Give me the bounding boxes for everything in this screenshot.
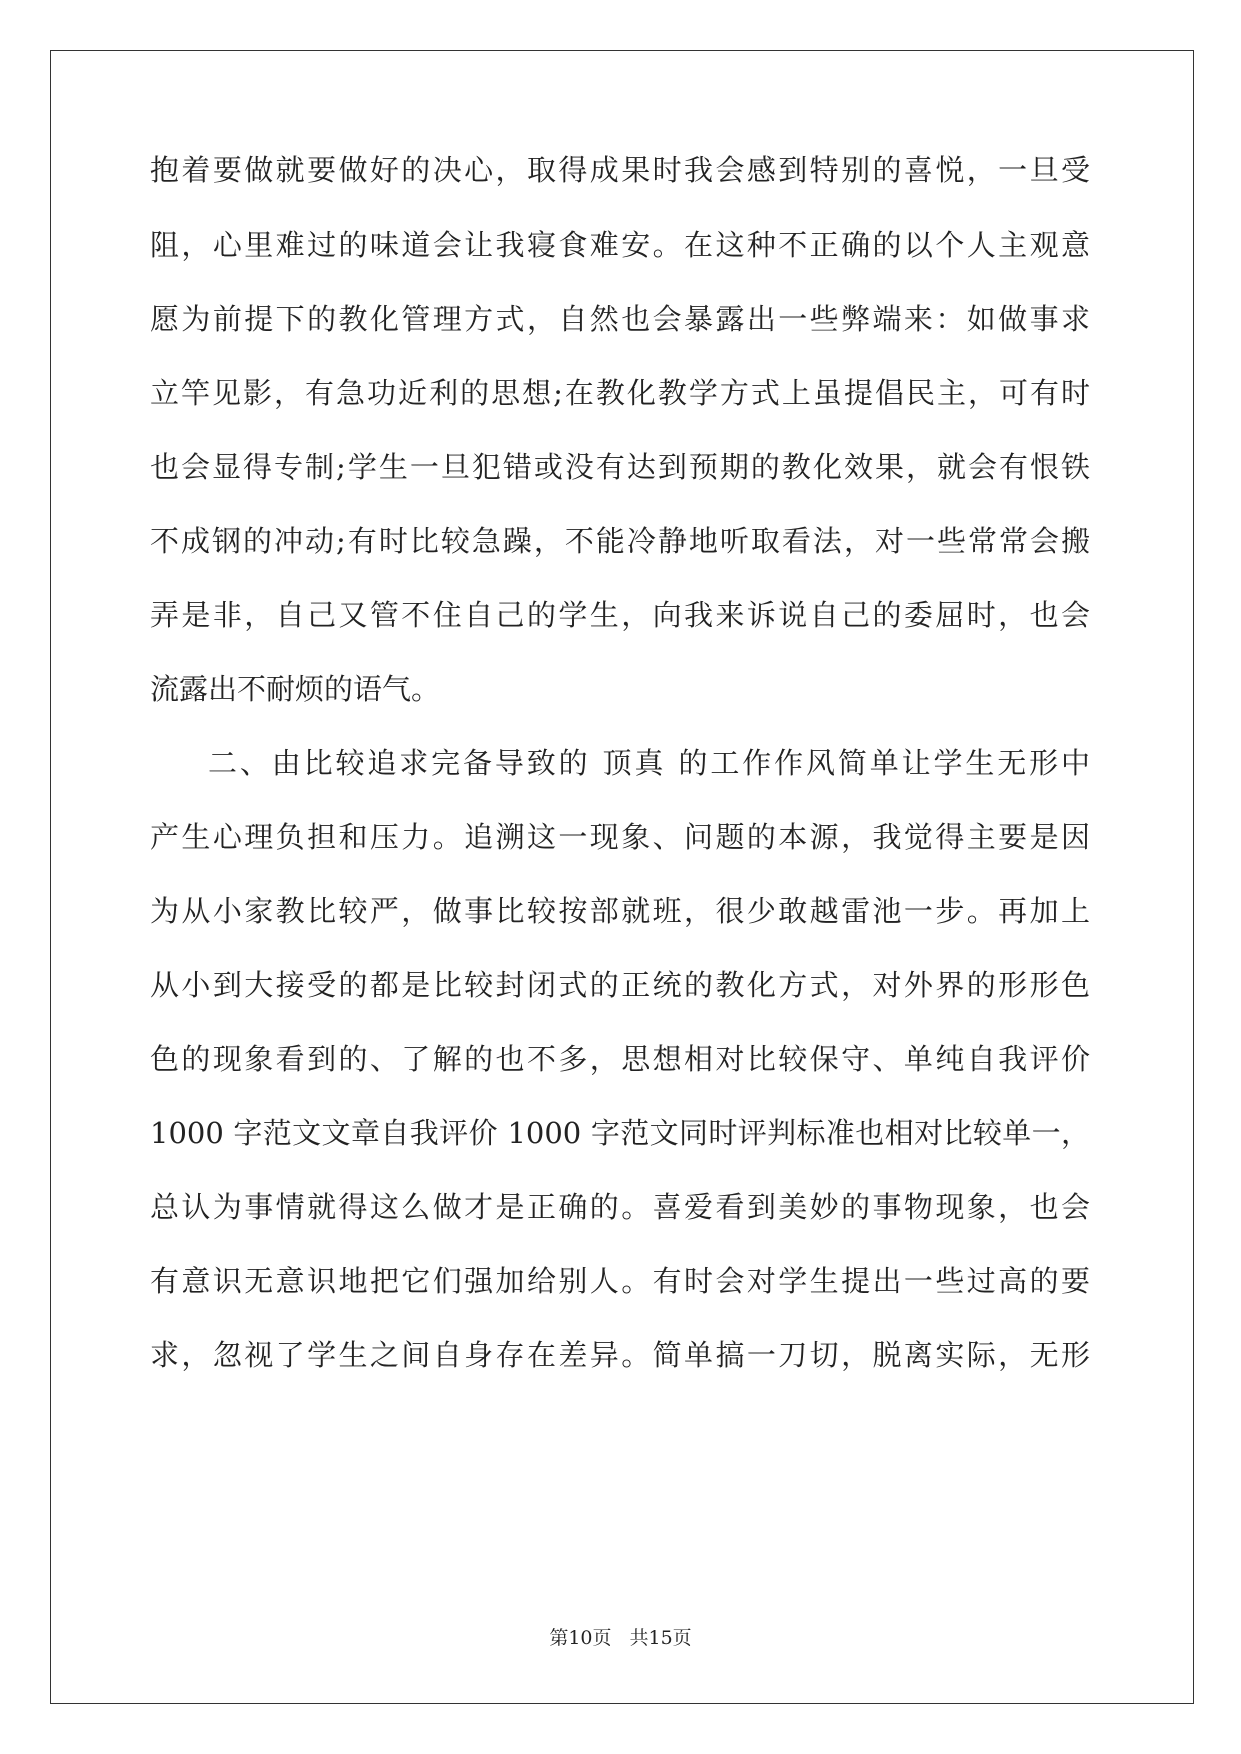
body-line-paragraph-start: 二、由比较追求完备导致的 顶真 的工作作风简单让学生无形中	[208, 746, 1090, 780]
body-line: 1000 字范文文章自我评价 1000 字范文同时评判标准也相对比较单一，	[150, 1116, 1090, 1150]
page-number: 第10页	[549, 1627, 612, 1649]
body-line: 愿为前提下的教化管理方式，自然也会暴露出一些弊端来：如做事求	[150, 302, 1090, 336]
body-line-paragraph-end: 流露出不耐烦的语气。	[150, 672, 441, 706]
body-line: 求，忽视了学生之间自身存在差异。简单搞一刀切，脱离实际，无形	[150, 1338, 1090, 1372]
body-line: 为从小家教比较严，做事比较按部就班，很少敢越雷池一步。再加上	[150, 894, 1090, 928]
body-line: 也会显得专制;学生一旦犯错或没有达到预期的教化效果，就会有恨铁	[150, 450, 1090, 484]
body-line: 总认为事情就得这么做才是正确的。喜爱看到美妙的事物现象，也会	[150, 1190, 1090, 1224]
body-line: 弄是非，自己又管不住自己的学生，向我来诉说自己的委屈时，也会	[150, 598, 1090, 632]
body-line: 有意识无意识地把它们强加给别人。有时会对学生提出一些过高的要	[150, 1264, 1090, 1298]
body-line: 产生心理负担和压力。追溯这一现象、问题的本源，我觉得主要是因	[150, 820, 1090, 854]
body-line: 阻，心里难过的味道会让我寝食难安。在这种不正确的以个人主观意	[150, 228, 1090, 262]
body-line: 不成钢的冲动;有时比较急躁，不能冷静地听取看法，对一些常常会搬	[150, 524, 1090, 558]
page-total: 共15页	[629, 1627, 692, 1649]
page-footer	[0, 1626, 1241, 1650]
body-line: 抱着要做就要做好的决心，取得成果时我会感到特别的喜悦，一旦受	[150, 153, 1090, 187]
body-line: 立竿见影，有急功近利的思想;在教化教学方式上虽提倡民主，可有时	[150, 376, 1090, 410]
body-line: 色的现象看到的、了解的也不多，思想相对比较保守、单纯自我评价	[150, 1042, 1090, 1076]
body-line: 从小到大接受的都是比较封闭式的正统的教化方式，对外界的形形色	[150, 968, 1090, 1002]
